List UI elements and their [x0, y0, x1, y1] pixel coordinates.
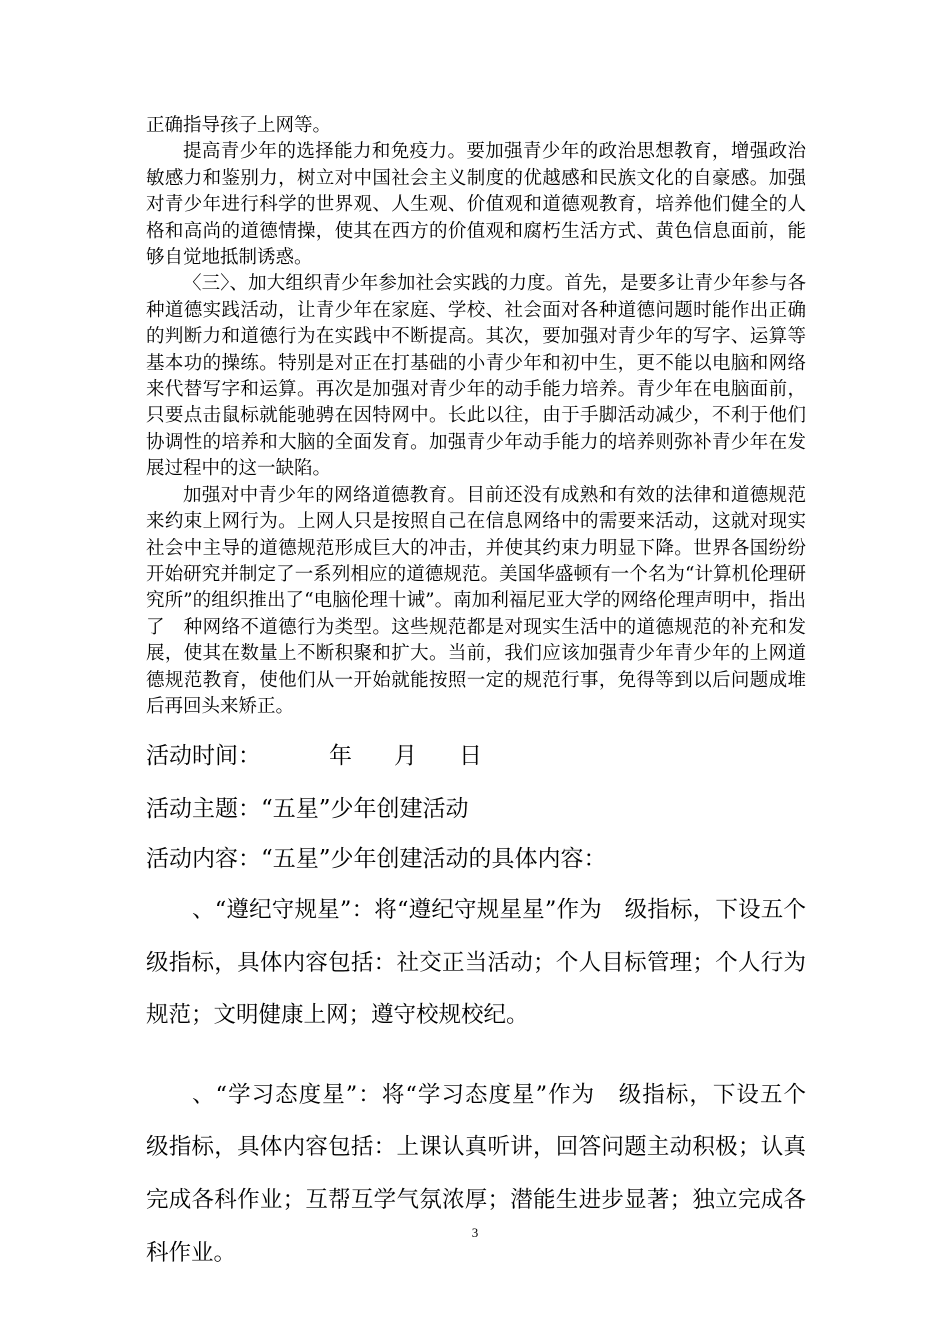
activity-theme-line [146, 794, 469, 824]
paragraph-network-ethics: 加强对中青少年的网络道德教育。目前还没有成熟和有效的法律和道德规范来约束上网行为。上网人只是按照自己在信息网络中的需要来活动，这就对现实社会中主导的道德规范形成巨大的冲击，并使其约束力明显下降。世界各国纷纷开始研究并制定了一系列相应的道德规范。美国华盛顿有一个名为“计算机伦理研究所”的组织推出了“电脑伦理十诫”。南加利福尼亚大学的网络伦理声明中，指出了 种网络不道德行为类型。这些规范都是对现实生活中的道德规范的补充和发展，使其在数量上不断积聚和扩大。当前，我们应该加强青少年青少年的上网道德规范教育，使他们从一开始就能按照一定的规范行事，免得等到以后问题成堆后再回头来矫正。 [146, 484, 806, 717]
star-item-learning-attitude: 、“学习态度星”：将“学习态度星”作为 级指标，下设五个 级指标，具体内容包括：上课认真听讲，回答问题主动积极；认真完成各科作业；互帮互学气氛浓厚；潜能生进步显著；独立完成各科作业。 [146, 1081, 829, 1266]
intro-line: 正确指导孩子上网等。 [146, 115, 332, 136]
paragraph-immunity: 提高青少年的选择能力和免疫力。要加强青少年的政治思想教育，增强政治敏感力和鉴别力，树立对中国社会主义制度的优越感和民族文化的自豪感。加强对青少年进行科学的世界观、人生观、价值观和道德观教育，培养他们健全的人格和高尚的道德情操，使其在西方的价值观和腐朽生活方式、黄色信息面前，能够自觉地抵制诱惑。 [146, 141, 806, 269]
activity-content-value: “五星”少年创建活动的具体内容： [261, 846, 607, 872]
year-label: 年 [329, 743, 352, 769]
day-label: 日 [459, 743, 482, 769]
page-number: 3 [471, 1225, 479, 1240]
activity-time-label: 活动时间： [146, 743, 261, 769]
star-item-discipline: 、“遵纪守规星”：将“遵纪守规星星”作为 级指标，下设五个 级指标，具体内容包括：社交正当活动；个人目标管理；个人行为规范；文明健康上网；遵守校规校纪。 [146, 897, 829, 1029]
activity-content-line [146, 844, 607, 874]
activity-theme-value: “五星”少年创建活动 [261, 796, 469, 822]
paragraph-social-practice: 〈三〉、加大组织青少年参加社会实践的力度。首先，是要多让青少年参与各种道德实践活动，让青少年在家庭、学校、社会面对各种道德问题时能作出正确的判断力和道德行为在实践中不断提高。其次，要加强对青少年的写字、运算等基本功的操练。特别是对正在打基础的小青少年和初中生，更不能以电脑和网络来代替写字和运算。再次是加强对青少年的动手能力培养。青少年在电脑面前，只要点击鼠标就能驰骋在因特网中。长此以往，由于手脚活动减少，不利于他们协调性的培养和大脑的全面发育。加强青少年动手能力的培养则弥补青少年在发展过程中的这一缺陷。 [146, 273, 806, 480]
activity-content-label: 活动内容： [146, 846, 261, 872]
month-label: 月 [394, 743, 417, 769]
activity-time-line [146, 741, 482, 771]
star-items-section [146, 884, 829, 1279]
body-text-section [146, 113, 806, 720]
activity-theme-label: 活动主题： [146, 796, 261, 822]
